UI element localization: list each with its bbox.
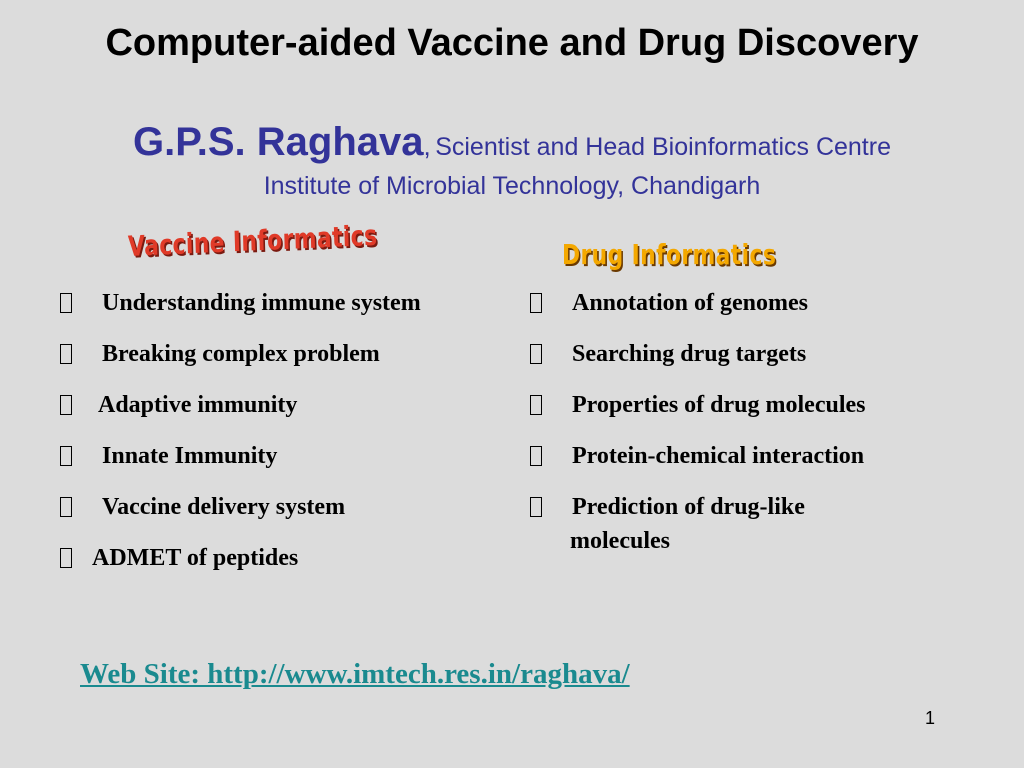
list-item: Innate Immunity: [60, 439, 520, 473]
bullet-box-icon: [60, 395, 72, 415]
list-item: Properties of drug molecules: [530, 388, 1000, 422]
author-separator: ,: [423, 131, 431, 161]
vaccine-informatics-heading: Vaccine Informatics: [127, 218, 378, 263]
author-institute: Institute of Microbial Technology, Chandigarh: [263, 172, 761, 200]
bullet-box-icon: [530, 293, 542, 313]
list-item: ADMET of peptides: [60, 541, 520, 575]
list-item: Prediction of drug-like molecules: [530, 490, 1000, 558]
vaccine-informatics-list: [60, 286, 520, 592]
bullet-box-icon: [60, 548, 72, 568]
bullet-box-icon: [60, 344, 72, 364]
drug-informatics-list: [530, 286, 1000, 575]
author-line: [0, 120, 1024, 165]
page-number: 1: [925, 708, 936, 728]
list-item: Vaccine delivery system: [60, 490, 520, 524]
drug-informatics-heading: Drug Informatics: [562, 238, 777, 271]
list-item: Adaptive immunity: [60, 388, 520, 422]
bullet-box-icon: [530, 497, 542, 517]
website-link[interactable]: Web Site: http://www.imtech.res.in/raghava/: [80, 658, 630, 690]
slide-title: Computer-aided Vaccine and Drug Discovery: [105, 22, 919, 64]
list-item: Breaking complex problem: [60, 337, 520, 371]
author-name: G.P.S. Raghava: [133, 120, 424, 164]
list-item: Protein-chemical interaction: [530, 439, 1000, 473]
bullet-box-icon: [530, 344, 542, 364]
bullet-box-icon: [530, 395, 542, 415]
author-role: Scientist and Head Bioinformatics Centre: [435, 133, 891, 161]
bullet-box-icon: [60, 446, 72, 466]
bullet-box-icon: [60, 497, 72, 517]
list-item: Annotation of genomes: [530, 286, 1000, 320]
list-item: Searching drug targets: [530, 337, 1000, 371]
list-item: Understanding immune system: [60, 286, 520, 320]
bullet-box-icon: [530, 446, 542, 466]
bullet-box-icon: [60, 293, 72, 313]
